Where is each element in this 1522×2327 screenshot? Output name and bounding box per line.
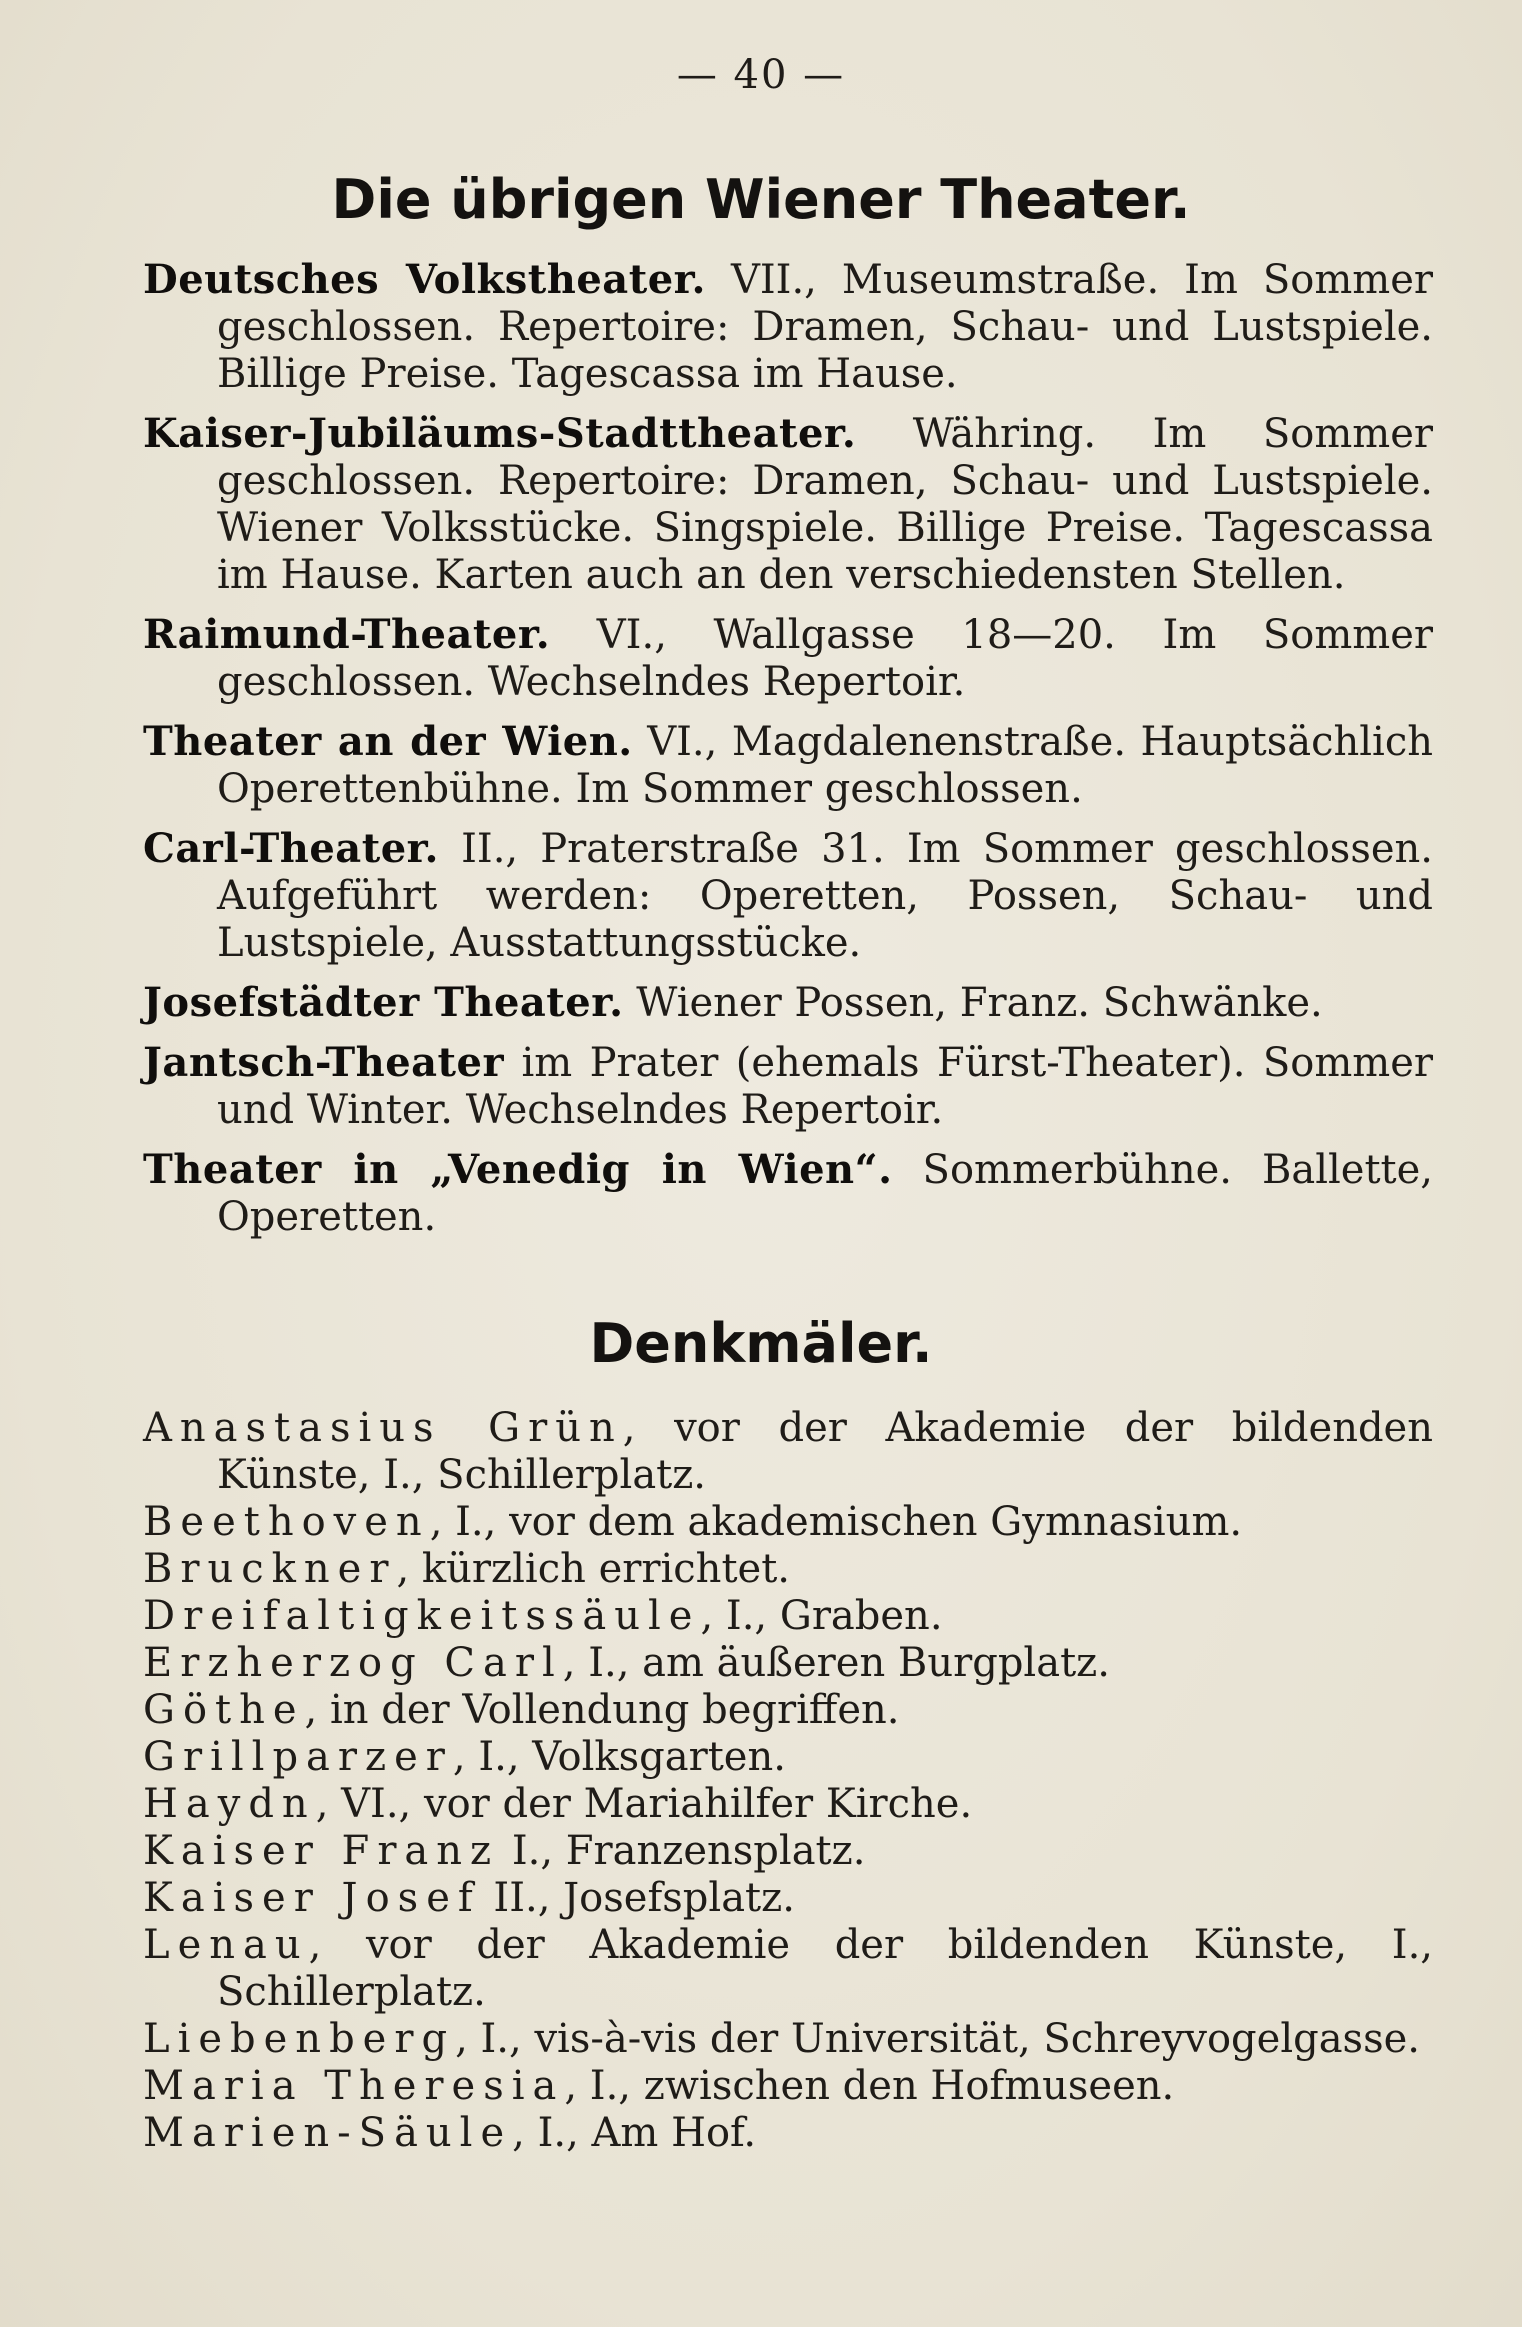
monument-entry (143, 1593, 1433, 1640)
monument-location: II., Josefsplatz. (480, 1875, 795, 1921)
monument-entry (143, 1828, 1433, 1875)
section-heading-denkmaeler: Denkmäler. (589, 1312, 933, 1375)
monument-entry (143, 1781, 1433, 1828)
theater-entry (143, 256, 1433, 398)
monument-entry (143, 1875, 1433, 1922)
monument-entry (143, 1499, 1433, 1546)
monument-name: Beethoven (143, 1499, 430, 1545)
monument-location: , VI., vor der Mariahilfer Kirche. (315, 1781, 973, 1827)
monument-name: Erzherzog Carl (143, 1640, 563, 1686)
monument-location: , kürzlich errichtet. (396, 1546, 790, 1592)
monument-location: , I., zwischen den Hofmuseen. (564, 2063, 1175, 2109)
monument-name: Göthe (143, 1687, 305, 1733)
theater-list (143, 256, 1433, 1253)
monument-location: , I., am äußeren Burgplatz. (562, 1640, 1110, 1686)
monument-name: Bruckner (143, 1546, 397, 1592)
monument-name: Kaiser Franz (143, 1828, 500, 1874)
theater-title: Raimund-Theater. (143, 611, 551, 658)
monument-entry (143, 1734, 1433, 1781)
monument-name: Marien-Säule (143, 2110, 513, 2156)
monument-name: Kaiser Josef (143, 1875, 481, 1921)
theater-title: Josefstädter Theater. (143, 979, 624, 1026)
monument-entry (143, 2063, 1433, 2110)
theater-title: Jantsch-Theater (143, 1039, 505, 1086)
monument-location: , in der Vollendung begriffen. (304, 1687, 900, 1733)
monument-name: Lenau (143, 1922, 309, 1968)
theater-title: Deutsches Volkstheater. (143, 256, 706, 303)
monument-entry (143, 2110, 1433, 2157)
monument-name: Liebenberg (143, 2016, 456, 2062)
monument-entry (143, 1640, 1433, 1687)
monument-name: Dreifaltigkeitssäule (143, 1593, 701, 1639)
monument-entry (143, 1687, 1433, 1734)
theater-description: Sommerbühne. Ballette, Operetten. (217, 1147, 1433, 1240)
monument-name: Maria Theresia (143, 2063, 565, 2109)
monument-location: , I., Graben. (700, 1593, 943, 1639)
monument-entry (143, 2016, 1433, 2063)
monument-entry (143, 1546, 1433, 1593)
theater-title: Kaiser-Jubiläums-Stadttheater. (143, 410, 857, 457)
theater-entry (143, 825, 1433, 967)
monument-location: , vor der Akademie der bildenden Künste, I., Schillerplatz. (217, 1405, 1433, 1498)
monument-name: Haydn (143, 1781, 316, 1827)
theater-description: Wiener Possen, Franz. Schwänke. (623, 980, 1323, 1026)
theater-title: Theater an der Wien. (143, 718, 633, 765)
monument-name: Grillparzer (143, 1734, 453, 1780)
monument-location: , I., vor dem akademischen Gymnasium. (429, 1499, 1243, 1545)
theater-description: VI., Wallgasse 18—20. Im Sommer geschlossen. Wechselndes Repertoir. (217, 612, 1433, 705)
monument-name: Anastasius Grün (143, 1405, 623, 1451)
theater-entry (143, 1146, 1433, 1241)
theater-title: Carl-Theater. (143, 825, 439, 872)
monument-location: , I., Volksgarten. (452, 1734, 786, 1780)
section-heading-theater: Die übrigen Wiener Theater. (331, 168, 1191, 231)
theater-entry (143, 979, 1433, 1027)
monument-entry (143, 1405, 1433, 1499)
theater-entry (143, 410, 1433, 599)
theater-entry (143, 718, 1433, 813)
theater-description: VI., Magdalenenstraße. Hauptsächlich Operettenbühne. Im Sommer geschlossen. (217, 719, 1433, 812)
theater-entry (143, 1039, 1433, 1134)
monument-list (143, 1405, 1433, 2157)
theater-description: II., Praterstraße 31. Im Sommer geschlossen. Aufgeführt werden: Operetten, Possen, Schau- und Lustspiele, Ausstattungsstücke. (217, 826, 1433, 966)
monument-location: , I., vis-à-vis der Universität, Schreyvogelgasse. (455, 2016, 1420, 2062)
theater-description: Währing. Im Sommer geschlossen. Repertoire: Dramen, Schau- und Lustspiele. Wiener Volksstücke. Singspiele. Billige Preise. Tagescassa im Hause. Karten auch an den verschiedensten Stellen. (217, 411, 1433, 598)
theater-description: im Prater (ehemals Fürst-Theater). Sommer und Winter. Wechselndes Repertoir. (217, 1040, 1433, 1133)
page-number: — 40 — (676, 52, 846, 98)
theater-description: VII., Museumstraße. Im Sommer geschlossen. Repertoire: Dramen, Schau- und Lustspiele. Billige Preise. Tagescassa im Hause. (217, 257, 1434, 397)
theater-title: Theater in „Venedig in Wien“. (143, 1146, 893, 1193)
monument-location: I., Franzensplatz. (499, 1828, 866, 1874)
monument-location: , vor der Akademie der bildenden Künste, I., Schillerplatz. (217, 1922, 1433, 2015)
monument-entry (143, 1922, 1433, 2016)
monument-location: , I., Am Hof. (512, 2110, 757, 2156)
theater-entry (143, 611, 1433, 706)
